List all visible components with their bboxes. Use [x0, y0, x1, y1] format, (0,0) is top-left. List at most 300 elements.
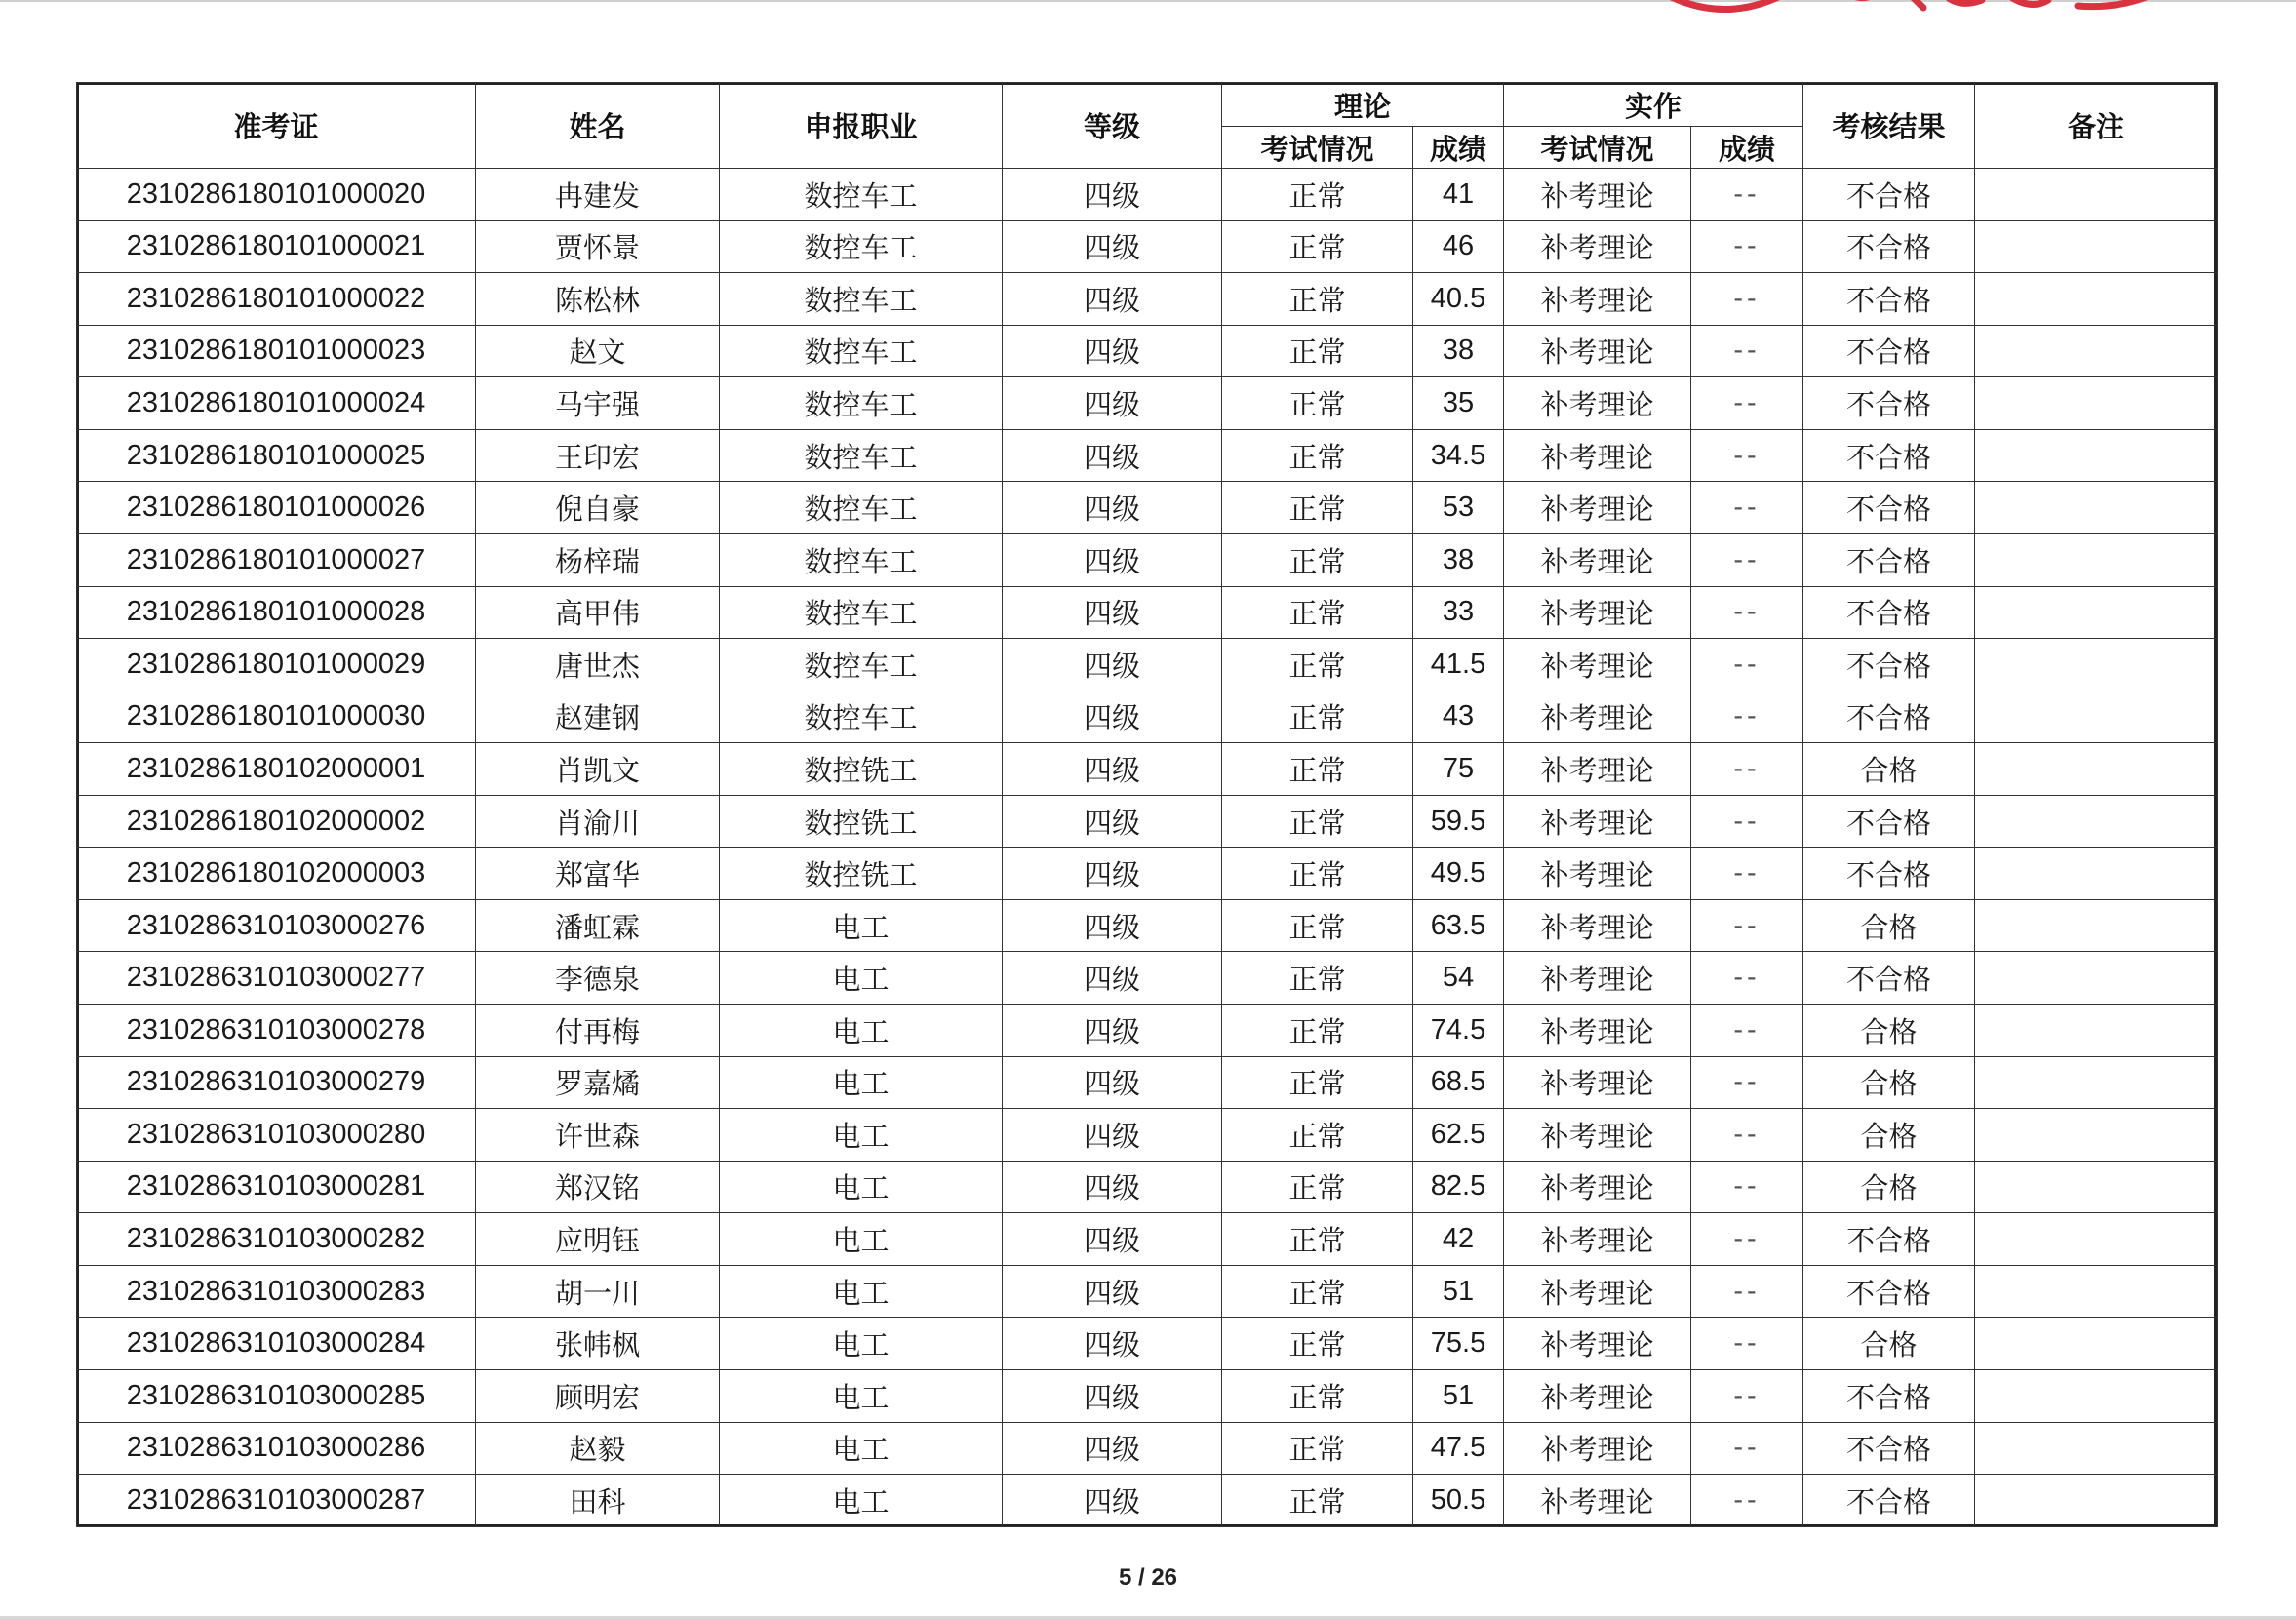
cell-theory-status: 正常	[1222, 1213, 1413, 1266]
cell-practice-status: 补考理论	[1504, 482, 1691, 534]
cell-occupation: 数控车工	[720, 482, 1003, 534]
cell-remark	[1975, 429, 2218, 482]
cell-practice-score: --	[1691, 952, 1803, 1005]
cell-result: 不合格	[1803, 1369, 1975, 1422]
cell-theory-score: 54	[1413, 952, 1504, 1005]
cell-name: 肖凯文	[476, 743, 720, 796]
cell-result: 不合格	[1803, 429, 1975, 482]
cell-theory-score: 63.5	[1413, 899, 1504, 952]
cell-occupation: 数控车工	[720, 220, 1003, 273]
cell-exam-id: 2310286180101000025	[77, 429, 476, 482]
cell-name: 唐世杰	[476, 639, 720, 691]
cell-remark	[1975, 325, 2218, 377]
cell-theory-status: 正常	[1222, 586, 1413, 639]
cell-theory-status: 正常	[1222, 220, 1413, 273]
cell-theory-score: 75	[1413, 743, 1504, 796]
cell-theory-score: 62.5	[1413, 1109, 1504, 1162]
cell-theory-status: 正常	[1222, 1265, 1413, 1318]
cell-result: 不合格	[1803, 1265, 1975, 1318]
cell-result: 不合格	[1803, 1213, 1975, 1266]
cell-theory-score: 74.5	[1413, 1005, 1504, 1057]
cell-practice-score: --	[1691, 377, 1803, 430]
cell-occupation: 数控车工	[720, 169, 1003, 221]
cell-theory-status: 正常	[1222, 639, 1413, 691]
cell-occupation: 电工	[720, 1475, 1003, 1527]
cell-occupation: 电工	[720, 899, 1003, 952]
cell-exam-id: 2310286310103000280	[77, 1109, 476, 1162]
cell-theory-score: 59.5	[1413, 795, 1504, 848]
cell-level: 四级	[1003, 586, 1222, 639]
cell-exam-id: 2310286180101000021	[77, 220, 476, 273]
cell-theory-score: 33	[1413, 586, 1504, 639]
cell-theory-score: 47.5	[1413, 1422, 1504, 1475]
cell-practice-score: --	[1691, 639, 1803, 691]
cell-practice-score: --	[1691, 533, 1803, 586]
cell-occupation: 数控铣工	[720, 743, 1003, 796]
cell-practice-status: 补考理论	[1504, 220, 1691, 273]
cell-exam-id: 2310286180102000002	[77, 795, 476, 848]
cell-name: 李德泉	[476, 952, 720, 1005]
header-remark: 备注	[1975, 83, 2218, 169]
cell-exam-id: 2310286310103000287	[77, 1475, 476, 1527]
cell-theory-status: 正常	[1222, 273, 1413, 326]
cell-practice-status: 补考理论	[1504, 952, 1691, 1005]
cell-theory-score: 46	[1413, 220, 1504, 273]
cell-occupation: 电工	[720, 1109, 1003, 1162]
cell-name: 杨梓瑞	[476, 533, 720, 586]
cell-remark	[1975, 220, 2218, 273]
cell-theory-score: 38	[1413, 533, 1504, 586]
cell-practice-score: --	[1691, 220, 1803, 273]
cell-result: 不合格	[1803, 325, 1975, 377]
table-row	[77, 325, 2218, 377]
cell-remark	[1975, 533, 2218, 586]
table-row	[77, 743, 2218, 796]
cell-theory-score: 42	[1413, 1213, 1504, 1266]
cell-practice-status: 补考理论	[1504, 169, 1691, 221]
cell-level: 四级	[1003, 795, 1222, 848]
cell-level: 四级	[1003, 1475, 1222, 1527]
cell-occupation: 数控车工	[720, 691, 1003, 743]
cell-practice-status: 补考理论	[1504, 429, 1691, 482]
cell-result: 不合格	[1803, 482, 1975, 534]
cell-level: 四级	[1003, 220, 1222, 273]
cell-remark	[1975, 691, 2218, 743]
cell-theory-status: 正常	[1222, 325, 1413, 377]
cell-occupation: 数控车工	[720, 533, 1003, 586]
cell-name: 马宇强	[476, 377, 720, 430]
cell-exam-id: 2310286310103000276	[77, 899, 476, 952]
header-occupation: 申报职业	[720, 83, 1003, 169]
cell-result: 合格	[1803, 1005, 1975, 1057]
header-name: 姓名	[476, 83, 720, 169]
cell-exam-id: 2310286180101000027	[77, 533, 476, 586]
cell-practice-score: --	[1691, 169, 1803, 221]
cell-theory-score: 51	[1413, 1265, 1504, 1318]
table-row	[77, 1213, 2218, 1266]
cell-practice-status: 补考理论	[1504, 899, 1691, 952]
cell-name: 潘虹霖	[476, 899, 720, 952]
cell-exam-id: 2310286180101000020	[77, 169, 476, 221]
cell-practice-score: --	[1691, 795, 1803, 848]
cell-practice-score: --	[1691, 1369, 1803, 1422]
header-practice-group: 实作	[1504, 83, 1803, 127]
cell-result: 不合格	[1803, 848, 1975, 900]
cell-result: 合格	[1803, 1318, 1975, 1370]
table-row	[77, 533, 2218, 586]
cell-theory-score: 51	[1413, 1369, 1504, 1422]
cell-remark	[1975, 169, 2218, 221]
cell-result: 不合格	[1803, 691, 1975, 743]
cell-exam-id: 2310286310103000286	[77, 1422, 476, 1475]
cell-practice-score: --	[1691, 1422, 1803, 1475]
cell-occupation: 电工	[720, 1161, 1003, 1213]
cell-level: 四级	[1003, 1005, 1222, 1057]
cell-name: 郑汉铭	[476, 1161, 720, 1213]
cell-name: 王印宏	[476, 429, 720, 482]
cell-name: 许世森	[476, 1109, 720, 1162]
cell-theory-score: 41	[1413, 169, 1504, 221]
cell-theory-status: 正常	[1222, 899, 1413, 952]
cell-exam-id: 2310286180101000029	[77, 639, 476, 691]
cell-practice-status: 补考理论	[1504, 533, 1691, 586]
header-row-top	[77, 83, 2218, 127]
cell-theory-score: 35	[1413, 377, 1504, 430]
top-rule	[0, 0, 2296, 2]
cell-name: 顾明宏	[476, 1369, 720, 1422]
cell-practice-status: 补考理论	[1504, 325, 1691, 377]
cell-occupation: 数控车工	[720, 639, 1003, 691]
cell-remark	[1975, 795, 2218, 848]
cell-name: 田科	[476, 1475, 720, 1527]
cell-theory-status: 正常	[1222, 1056, 1413, 1109]
table-row	[77, 1422, 2218, 1475]
cell-name: 赵文	[476, 325, 720, 377]
cell-theory-status: 正常	[1222, 691, 1413, 743]
results-table	[76, 82, 2218, 1527]
table-row	[77, 952, 2218, 1005]
cell-result: 不合格	[1803, 795, 1975, 848]
cell-occupation: 电工	[720, 1422, 1003, 1475]
cell-result: 不合格	[1803, 169, 1975, 221]
cell-occupation: 数控车工	[720, 586, 1003, 639]
cell-practice-score: --	[1691, 848, 1803, 900]
cell-level: 四级	[1003, 1265, 1222, 1318]
cell-theory-status: 正常	[1222, 1422, 1413, 1475]
cell-practice-score: --	[1691, 1213, 1803, 1266]
cell-practice-score: --	[1691, 325, 1803, 377]
cell-name: 赵建钢	[476, 691, 720, 743]
cell-theory-status: 正常	[1222, 1318, 1413, 1370]
table-row	[77, 482, 2218, 534]
cell-theory-status: 正常	[1222, 1161, 1413, 1213]
red-seal-stamp	[1619, 0, 2224, 20]
cell-result: 合格	[1803, 1161, 1975, 1213]
cell-practice-status: 补考理论	[1504, 1422, 1691, 1475]
cell-exam-id: 2310286180101000022	[77, 273, 476, 326]
cell-level: 四级	[1003, 952, 1222, 1005]
cell-practice-status: 补考理论	[1504, 1056, 1691, 1109]
cell-remark	[1975, 1369, 2218, 1422]
page-number: 5 / 26	[1118, 1564, 1178, 1591]
table-row	[77, 795, 2218, 848]
cell-exam-id: 2310286310103000282	[77, 1213, 476, 1266]
cell-theory-status: 正常	[1222, 377, 1413, 430]
cell-theory-status: 正常	[1222, 429, 1413, 482]
cell-result: 合格	[1803, 899, 1975, 952]
table-row	[77, 1475, 2218, 1527]
cell-theory-score: 34.5	[1413, 429, 1504, 482]
cell-practice-status: 补考理论	[1504, 1318, 1691, 1370]
cell-theory-status: 正常	[1222, 169, 1413, 221]
cell-remark	[1975, 273, 2218, 326]
cell-practice-score: --	[1691, 899, 1803, 952]
cell-practice-status: 补考理论	[1504, 273, 1691, 326]
table-row	[77, 220, 2218, 273]
cell-name: 高甲伟	[476, 586, 720, 639]
cell-exam-id: 2310286310103000285	[77, 1369, 476, 1422]
cell-theory-score: 38	[1413, 325, 1504, 377]
cell-theory-status: 正常	[1222, 1005, 1413, 1057]
cell-remark	[1975, 1109, 2218, 1162]
cell-level: 四级	[1003, 1161, 1222, 1213]
cell-level: 四级	[1003, 1213, 1222, 1266]
cell-result: 不合格	[1803, 639, 1975, 691]
cell-theory-status: 正常	[1222, 533, 1413, 586]
cell-occupation: 电工	[720, 952, 1003, 1005]
cell-theory-status: 正常	[1222, 848, 1413, 900]
cell-remark	[1975, 377, 2218, 430]
cell-theory-status: 正常	[1222, 482, 1413, 534]
cell-occupation: 数控车工	[720, 325, 1003, 377]
cell-remark	[1975, 899, 2218, 952]
cell-name: 肖渝川	[476, 795, 720, 848]
cell-remark	[1975, 1161, 2218, 1213]
cell-level: 四级	[1003, 1318, 1222, 1370]
cell-practice-status: 补考理论	[1504, 1475, 1691, 1527]
cell-level: 四级	[1003, 273, 1222, 326]
cell-theory-score: 43	[1413, 691, 1504, 743]
table-row	[77, 1318, 2218, 1370]
cell-occupation: 电工	[720, 1265, 1003, 1318]
cell-practice-status: 补考理论	[1504, 1369, 1691, 1422]
cell-practice-score: --	[1691, 1161, 1803, 1213]
cell-result: 不合格	[1803, 377, 1975, 430]
cell-practice-status: 补考理论	[1504, 1161, 1691, 1213]
cell-exam-id: 2310286310103000284	[77, 1318, 476, 1370]
cell-occupation: 电工	[720, 1213, 1003, 1266]
cell-practice-score: --	[1691, 1056, 1803, 1109]
cell-theory-score: 53	[1413, 482, 1504, 534]
cell-exam-id: 2310286310103000278	[77, 1005, 476, 1057]
cell-remark	[1975, 482, 2218, 534]
cell-exam-id: 2310286180101000028	[77, 586, 476, 639]
table-row	[77, 429, 2218, 482]
cell-remark	[1975, 952, 2218, 1005]
cell-occupation: 数控车工	[720, 273, 1003, 326]
cell-practice-score: --	[1691, 273, 1803, 326]
cell-remark	[1975, 1005, 2218, 1057]
cell-theory-score: 40.5	[1413, 273, 1504, 326]
cell-result: 不合格	[1803, 533, 1975, 586]
cell-level: 四级	[1003, 325, 1222, 377]
table-row	[77, 1161, 2218, 1213]
cell-practice-status: 补考理论	[1504, 743, 1691, 796]
cell-name: 陈松林	[476, 273, 720, 326]
header-theory-group: 理论	[1222, 83, 1504, 127]
header-theory-score: 成绩	[1413, 127, 1504, 169]
cell-name: 胡一川	[476, 1265, 720, 1318]
cell-result: 合格	[1803, 1109, 1975, 1162]
cell-level: 四级	[1003, 1369, 1222, 1422]
cell-name: 贾怀景	[476, 220, 720, 273]
cell-occupation: 数控车工	[720, 377, 1003, 430]
header-practice-score: 成绩	[1691, 127, 1803, 169]
cell-practice-status: 补考理论	[1504, 586, 1691, 639]
cell-practice-status: 补考理论	[1504, 1265, 1691, 1318]
cell-occupation: 数控铣工	[720, 795, 1003, 848]
cell-theory-score: 75.5	[1413, 1318, 1504, 1370]
header-practice-status: 考试情况	[1504, 127, 1691, 169]
cell-result: 合格	[1803, 1056, 1975, 1109]
cell-exam-id: 2310286310103000279	[77, 1056, 476, 1109]
table-row	[77, 899, 2218, 952]
cell-occupation: 电工	[720, 1369, 1003, 1422]
table-row	[77, 1109, 2218, 1162]
cell-level: 四级	[1003, 743, 1222, 796]
cell-level: 四级	[1003, 1422, 1222, 1475]
cell-occupation: 数控车工	[720, 429, 1003, 482]
cell-name: 罗嘉燏	[476, 1056, 720, 1109]
cell-remark	[1975, 1265, 2218, 1318]
cell-remark	[1975, 1422, 2218, 1475]
cell-practice-score: --	[1691, 1265, 1803, 1318]
cell-theory-status: 正常	[1222, 952, 1413, 1005]
table-row	[77, 848, 2218, 900]
cell-name: 付再梅	[476, 1005, 720, 1057]
cell-exam-id: 2310286180101000026	[77, 482, 476, 534]
cell-name: 应明钰	[476, 1213, 720, 1266]
cell-practice-score: --	[1691, 1318, 1803, 1370]
cell-result: 不合格	[1803, 220, 1975, 273]
cell-remark	[1975, 1213, 2218, 1266]
cell-result: 不合格	[1803, 952, 1975, 1005]
cell-theory-score: 82.5	[1413, 1161, 1504, 1213]
cell-practice-status: 补考理论	[1504, 1005, 1691, 1057]
cell-result: 不合格	[1803, 1475, 1975, 1527]
cell-theory-status: 正常	[1222, 795, 1413, 848]
cell-practice-status: 补考理论	[1504, 377, 1691, 430]
cell-remark	[1975, 848, 2218, 900]
table-body	[77, 169, 2218, 1527]
cell-remark	[1975, 743, 2218, 796]
cell-exam-id: 2310286310103000281	[77, 1161, 476, 1213]
cell-exam-id: 2310286180102000001	[77, 743, 476, 796]
cell-exam-id: 2310286180101000030	[77, 691, 476, 743]
cell-result: 合格	[1803, 743, 1975, 796]
cell-level: 四级	[1003, 1056, 1222, 1109]
cell-level: 四级	[1003, 1109, 1222, 1162]
cell-occupation: 电工	[720, 1056, 1003, 1109]
cell-level: 四级	[1003, 169, 1222, 221]
cell-level: 四级	[1003, 691, 1222, 743]
cell-theory-status: 正常	[1222, 743, 1413, 796]
cell-result: 不合格	[1803, 1422, 1975, 1475]
cell-remark	[1975, 1056, 2218, 1109]
cell-level: 四级	[1003, 377, 1222, 430]
cell-occupation: 电工	[720, 1005, 1003, 1057]
cell-practice-status: 补考理论	[1504, 691, 1691, 743]
cell-practice-status: 补考理论	[1504, 1109, 1691, 1162]
cell-practice-score: --	[1691, 1475, 1803, 1527]
cell-practice-score: --	[1691, 1109, 1803, 1162]
cell-level: 四级	[1003, 639, 1222, 691]
cell-practice-status: 补考理论	[1504, 795, 1691, 848]
cell-name: 冉建发	[476, 169, 720, 221]
cell-name: 倪自豪	[476, 482, 720, 534]
table-row	[77, 1056, 2218, 1109]
cell-name: 郑富华	[476, 848, 720, 900]
cell-theory-score: 68.5	[1413, 1056, 1504, 1109]
table-row	[77, 273, 2218, 326]
cell-practice-status: 补考理论	[1504, 1213, 1691, 1266]
cell-level: 四级	[1003, 533, 1222, 586]
cell-level: 四级	[1003, 899, 1222, 952]
cell-remark	[1975, 586, 2218, 639]
cell-practice-score: --	[1691, 1005, 1803, 1057]
cell-name: 赵毅	[476, 1422, 720, 1475]
cell-result: 不合格	[1803, 273, 1975, 326]
cell-remark	[1975, 639, 2218, 691]
cell-exam-id: 2310286310103000283	[77, 1265, 476, 1318]
cell-occupation: 数控铣工	[720, 848, 1003, 900]
cell-practice-status: 补考理论	[1504, 848, 1691, 900]
cell-practice-score: --	[1691, 429, 1803, 482]
table-row	[77, 1265, 2218, 1318]
table-row	[77, 691, 2218, 743]
table-header	[77, 83, 2218, 169]
cell-theory-score: 49.5	[1413, 848, 1504, 900]
table-row	[77, 1005, 2218, 1057]
header-result: 考核结果	[1803, 83, 1975, 169]
cell-result: 不合格	[1803, 586, 1975, 639]
table-row	[77, 586, 2218, 639]
cell-theory-score: 41.5	[1413, 639, 1504, 691]
cell-theory-score: 50.5	[1413, 1475, 1504, 1527]
cell-occupation: 电工	[720, 1318, 1003, 1370]
cell-practice-score: --	[1691, 586, 1803, 639]
cell-exam-id: 2310286310103000277	[77, 952, 476, 1005]
cell-exam-id: 2310286180101000023	[77, 325, 476, 377]
cell-practice-score: --	[1691, 743, 1803, 796]
cell-name: 张帏枫	[476, 1318, 720, 1370]
cell-level: 四级	[1003, 429, 1222, 482]
cell-exam-id: 2310286180102000003	[77, 848, 476, 900]
cell-exam-id: 2310286180101000024	[77, 377, 476, 430]
header-exam-id: 准考证	[77, 83, 476, 169]
cell-practice-score: --	[1691, 691, 1803, 743]
table-row	[77, 377, 2218, 430]
table-row	[77, 1369, 2218, 1422]
cell-remark	[1975, 1318, 2218, 1370]
cell-remark	[1975, 1475, 2218, 1527]
cell-practice-score: --	[1691, 482, 1803, 534]
table-row	[77, 639, 2218, 691]
cell-theory-status: 正常	[1222, 1475, 1413, 1527]
cell-level: 四级	[1003, 848, 1222, 900]
cell-practice-status: 补考理论	[1504, 639, 1691, 691]
cell-theory-status: 正常	[1222, 1369, 1413, 1422]
